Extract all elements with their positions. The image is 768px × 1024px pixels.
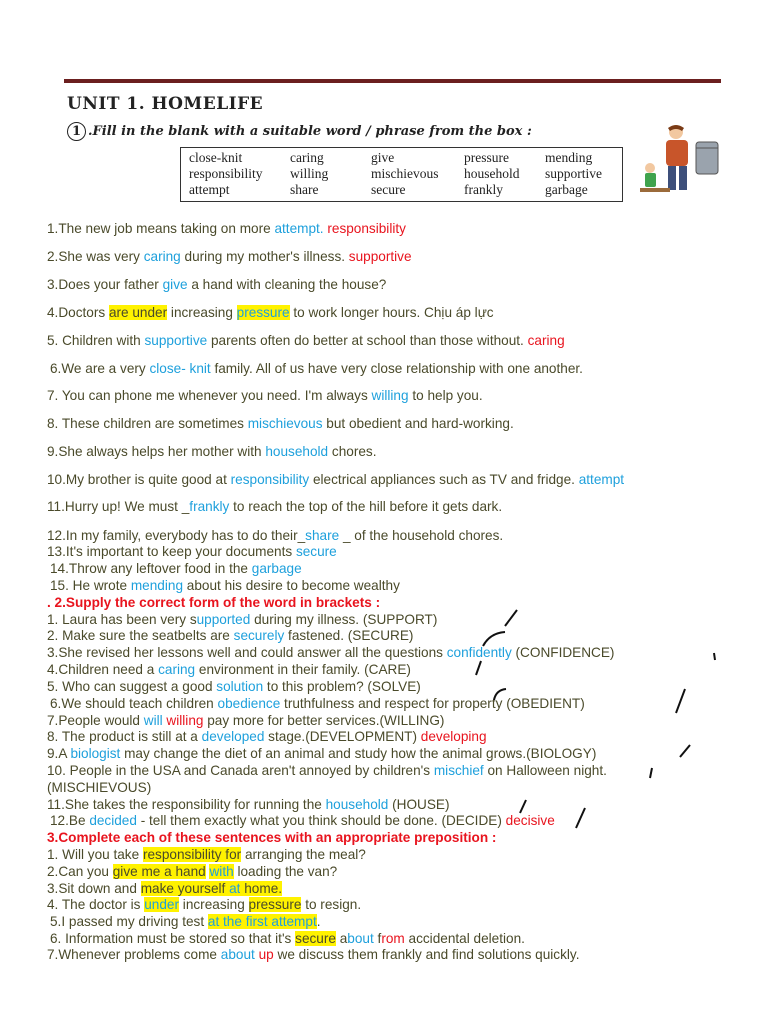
check-mark xyxy=(520,800,526,813)
word-box-word: mischievous xyxy=(371,166,439,181)
sentence-text: a hand with cleaning the house? xyxy=(187,277,387,292)
answer-text: at xyxy=(229,881,241,896)
answer-text: developed xyxy=(201,729,265,744)
sentence-text: loading the van? xyxy=(233,864,338,879)
sentence-text: secure xyxy=(295,931,336,946)
exercise-sentence xyxy=(47,645,614,660)
sentence-text: on Halloween night. xyxy=(483,763,607,778)
answer-text: solution xyxy=(216,679,264,694)
sentence-text: 4. The doctor is xyxy=(47,897,145,912)
sentence-text: . xyxy=(316,914,321,929)
sentence-text: 6.We should teach children xyxy=(50,696,218,711)
correction-text: up xyxy=(258,947,274,962)
sentence-text: 5. Children with xyxy=(47,333,145,348)
exercise-sentence xyxy=(50,578,400,593)
sentence-text: 9.She always helps her mother with xyxy=(47,444,266,459)
answer-text: with xyxy=(209,864,234,879)
exercise-sentence xyxy=(47,249,412,264)
word-box-word: willing xyxy=(290,166,329,181)
answer-text: mending xyxy=(130,578,184,593)
sentence-text: arranging the meal? xyxy=(241,847,366,862)
exercise-sentence xyxy=(47,746,596,761)
sentence-text: electrical appliances such as TV and fridge. xyxy=(309,472,579,487)
sentence-text: 2. Make sure the seatbelts are xyxy=(47,628,234,643)
exercise-sentence xyxy=(47,221,406,236)
exercise-sentence xyxy=(50,361,583,376)
sentence-text: we discuss them frankly and find solutions quickly. xyxy=(273,947,580,962)
check-mark xyxy=(676,689,685,713)
sentence-text: 8. The product is still at a xyxy=(47,729,202,744)
sentence-text: chores. xyxy=(328,444,377,459)
answer-text: decided xyxy=(89,813,137,828)
exercise-sentence xyxy=(47,544,337,559)
answer-text: household xyxy=(265,444,329,459)
household-chores-illustration xyxy=(636,122,732,194)
sentence-text: about his desire to become wealthy xyxy=(183,578,400,593)
exercise-sentence xyxy=(47,679,421,694)
sentence-text: pressure xyxy=(248,897,302,912)
sentence-text: - tell them exactly what you think should be done. (DECIDE) xyxy=(136,813,506,828)
exercise-sentence xyxy=(47,305,494,320)
instruction-text: .Fill in the blank with a suitable word / phrase from the box : xyxy=(88,124,532,139)
correction-text: decisive xyxy=(505,813,555,828)
unit-title: UNIT 1. HOMELIFE xyxy=(67,94,264,114)
answer-text: secure xyxy=(295,544,337,559)
sentence-text: environment in their family. (CARE) xyxy=(195,662,411,677)
answer-text: bout xyxy=(347,931,374,946)
correction-text: willing xyxy=(166,713,204,728)
sentence-text: 3.Sit down and xyxy=(47,881,141,896)
answer-text: mischief xyxy=(433,763,484,778)
sentence-text: to this problem? (SOLVE) xyxy=(263,679,421,694)
sentence-text: 11.Hurry up! We must _ xyxy=(47,499,190,514)
sentence-text: 13.It's important to keep your documents xyxy=(47,544,296,559)
word-box-word: share xyxy=(290,182,319,197)
sentence-text: 5.I passed my driving test xyxy=(50,914,208,929)
sentence-text: 3.Complete each of these sentences with an appropriate preposition : xyxy=(47,830,497,845)
exercise-sentence xyxy=(47,897,361,912)
sentence-text: to work longer hours. Chịu áp lực xyxy=(289,305,494,320)
exercise-sentence xyxy=(47,947,579,962)
exercise-sentence xyxy=(50,931,525,946)
answer-text: caring xyxy=(143,249,181,264)
check-mark xyxy=(483,632,505,646)
exercise-sentence xyxy=(47,499,502,514)
sentence-text: 10.My brother is quite good at xyxy=(47,472,231,487)
sentence-text: 12.In my family, everybody has to do their_ xyxy=(47,528,306,543)
sentence-text: 2.Can you xyxy=(47,864,113,879)
sentence-text: 2.She was very xyxy=(47,249,144,264)
sentence-text: during my illness. (SUPPORT) xyxy=(250,612,438,627)
exercise-sentence xyxy=(47,662,411,677)
sentence-text: 9.A xyxy=(47,746,71,761)
sentence-text: during my mother's illness. xyxy=(180,249,349,264)
sentence-text: 7.Whenever problems come xyxy=(47,947,221,962)
sentence-text: 15. He wrote xyxy=(50,578,131,593)
exercise-sentence xyxy=(47,864,337,879)
answer-text: close- knit xyxy=(149,361,211,376)
sentence-text: 1. Will you take xyxy=(47,847,143,862)
sentence-text: may change the diet of an animal and study how the animal grows.(BIOLOGY) xyxy=(120,746,597,761)
exercise-sentence xyxy=(47,388,483,403)
sentence-text: 7.People would xyxy=(47,713,144,728)
exercise-sentence xyxy=(50,696,585,711)
exercise-sentence xyxy=(47,333,565,348)
answer-text: willing xyxy=(371,388,409,403)
answer-text: pressure xyxy=(236,305,290,320)
sentence-text: 11.She takes the responsibility for running the xyxy=(47,797,326,812)
correction-text: developing xyxy=(420,729,487,744)
sentence-text: 10. People in the USA and Canada aren't annoyed by children's xyxy=(47,763,434,778)
answer-text: at the first attempt xyxy=(207,914,317,929)
exercise-sentence xyxy=(47,612,437,627)
sentence-text: (MISCHIEVOUS) xyxy=(47,780,152,795)
sentence-text: accidental deletion. xyxy=(404,931,525,946)
word-box-word: caring xyxy=(290,150,324,165)
exercise-sentence xyxy=(50,914,321,929)
answer-text: obedience xyxy=(217,696,281,711)
sentence-text: a xyxy=(335,931,348,946)
answer-text: share xyxy=(305,528,340,543)
exercise-sentence xyxy=(50,813,555,828)
exercise-sentence xyxy=(47,416,514,431)
sentence-text: 1. Laura has been very s xyxy=(47,612,197,627)
word-box-word: household xyxy=(464,166,520,181)
check-mark xyxy=(680,745,690,757)
exercise-sentence xyxy=(47,277,386,292)
sentence-text: 14.Throw any leftover food in the xyxy=(50,561,252,576)
sentence-text: responsibility for xyxy=(142,847,242,862)
answer-text: garbage xyxy=(251,561,302,576)
sentence-text: are under xyxy=(108,305,168,320)
sentence-text: 8. These children are sometimes xyxy=(47,416,248,431)
sentence-text: 4.Doctors xyxy=(47,305,109,320)
answer-text: attempt xyxy=(578,472,625,487)
top-rule xyxy=(64,79,721,83)
exercise-sentence xyxy=(47,847,366,862)
section-heading xyxy=(47,595,380,610)
word-box-word: frankly xyxy=(464,182,503,197)
correction-text: caring xyxy=(527,333,565,348)
answer-text: biologist xyxy=(70,746,121,761)
sentence-text: but obedient and hard-working. xyxy=(322,416,514,431)
sentence-text: fastened. (SECURE) xyxy=(284,628,414,643)
sentence-text: family. All of us have very close relationship with one another. xyxy=(210,361,583,376)
sentence-text: give me a hand xyxy=(112,864,206,879)
sentence-text: f xyxy=(373,931,382,946)
sentence-text: 7. You can phone me whenever you need. I'm always xyxy=(47,388,372,403)
exercise-sentence xyxy=(47,528,503,543)
sentence-text: parents often do better at school than those without. xyxy=(207,333,528,348)
sentence-text: home. xyxy=(240,881,283,896)
word-box-word: garbage xyxy=(545,182,588,197)
answer-text: caring xyxy=(158,662,196,677)
check-mark xyxy=(576,808,585,828)
answer-text: responsibility xyxy=(230,472,310,487)
answer-text: will xyxy=(143,713,163,728)
sentence-text: stage.(DEVELOPMENT) xyxy=(264,729,421,744)
exercise-sentence xyxy=(47,628,413,643)
word-box-word: pressure xyxy=(464,150,509,165)
answer-text: under xyxy=(144,897,180,912)
sentence-text: to resign. xyxy=(301,897,362,912)
answer-text: attempt. xyxy=(274,221,324,236)
sentence-text: _ of the household chores. xyxy=(339,528,504,543)
answer-text: mischievous xyxy=(247,416,323,431)
word-box-word: close-knit xyxy=(189,150,243,165)
correction-text: responsibility xyxy=(327,221,406,236)
exercise-sentence xyxy=(47,881,282,896)
exercise-instruction xyxy=(67,122,532,141)
correction-text: rom xyxy=(381,931,405,946)
answer-text: upported xyxy=(196,612,251,627)
check-mark xyxy=(650,768,652,778)
sentence-text: 5. Who can suggest a good xyxy=(47,679,217,694)
exercise-sentence xyxy=(47,797,450,812)
sentence-text: to reach the top of the hill before it gets dark. xyxy=(229,499,503,514)
sentence-text: (CONFIDENCE) xyxy=(511,645,615,660)
sentence-text: truthfulness and respect for property (OBEDIENT) xyxy=(280,696,585,711)
answer-text: about xyxy=(220,947,255,962)
sentence-text: to help you. xyxy=(408,388,483,403)
exercise-sentence xyxy=(47,444,376,459)
check-mark xyxy=(505,610,517,626)
sentence-text: 1.The new job means taking on more xyxy=(47,221,275,236)
exercise-sentence xyxy=(50,561,302,576)
sentence-text: (HOUSE) xyxy=(388,797,450,812)
answer-text: securely xyxy=(233,628,285,643)
word-box xyxy=(180,147,623,202)
exercise-sentence xyxy=(47,729,487,744)
sentence-text: make yourself xyxy=(140,881,230,896)
sentence-text: 3.Does your father xyxy=(47,277,163,292)
sentence-text: 3.She revised her lessons well and could answer all the questions xyxy=(47,645,447,660)
word-box-word: supportive xyxy=(545,166,602,181)
answer-text: household xyxy=(325,797,389,812)
word-box-word: attempt xyxy=(189,182,230,197)
section-heading xyxy=(47,830,496,845)
word-box-word: give xyxy=(371,150,395,165)
answer-text: give xyxy=(162,277,188,292)
sentence-text: pay more for better services.(WILLING) xyxy=(203,713,445,728)
check-mark xyxy=(476,661,481,675)
exercise-sentence xyxy=(47,780,151,795)
sentence-text: increasing xyxy=(167,305,237,320)
exercise-sentence xyxy=(47,713,444,728)
exercise-sentence xyxy=(47,763,607,778)
sentence-text: increasing xyxy=(179,897,249,912)
answer-text: frankly xyxy=(189,499,230,514)
word-box-word: responsibility xyxy=(189,166,263,181)
sentence-text: . 2.Supply the correct form of the word in brackets : xyxy=(47,595,381,610)
word-box-word: secure xyxy=(371,182,406,197)
answer-text: confidently xyxy=(446,645,512,660)
word-box-word: mending xyxy=(545,150,593,165)
sentence-text: 6. Information must be stored so that it's xyxy=(50,931,296,946)
check-mark xyxy=(714,653,715,660)
exercise-sentence xyxy=(47,472,624,487)
sentence-text: 12.Be xyxy=(50,813,90,828)
sentence-text: 6.We are a very xyxy=(50,361,150,376)
sentence-text: 4.Children need a xyxy=(47,662,159,677)
answer-text: supportive xyxy=(144,333,208,348)
exercise-number: 1 xyxy=(67,122,86,141)
correction-text: supportive xyxy=(348,249,412,264)
